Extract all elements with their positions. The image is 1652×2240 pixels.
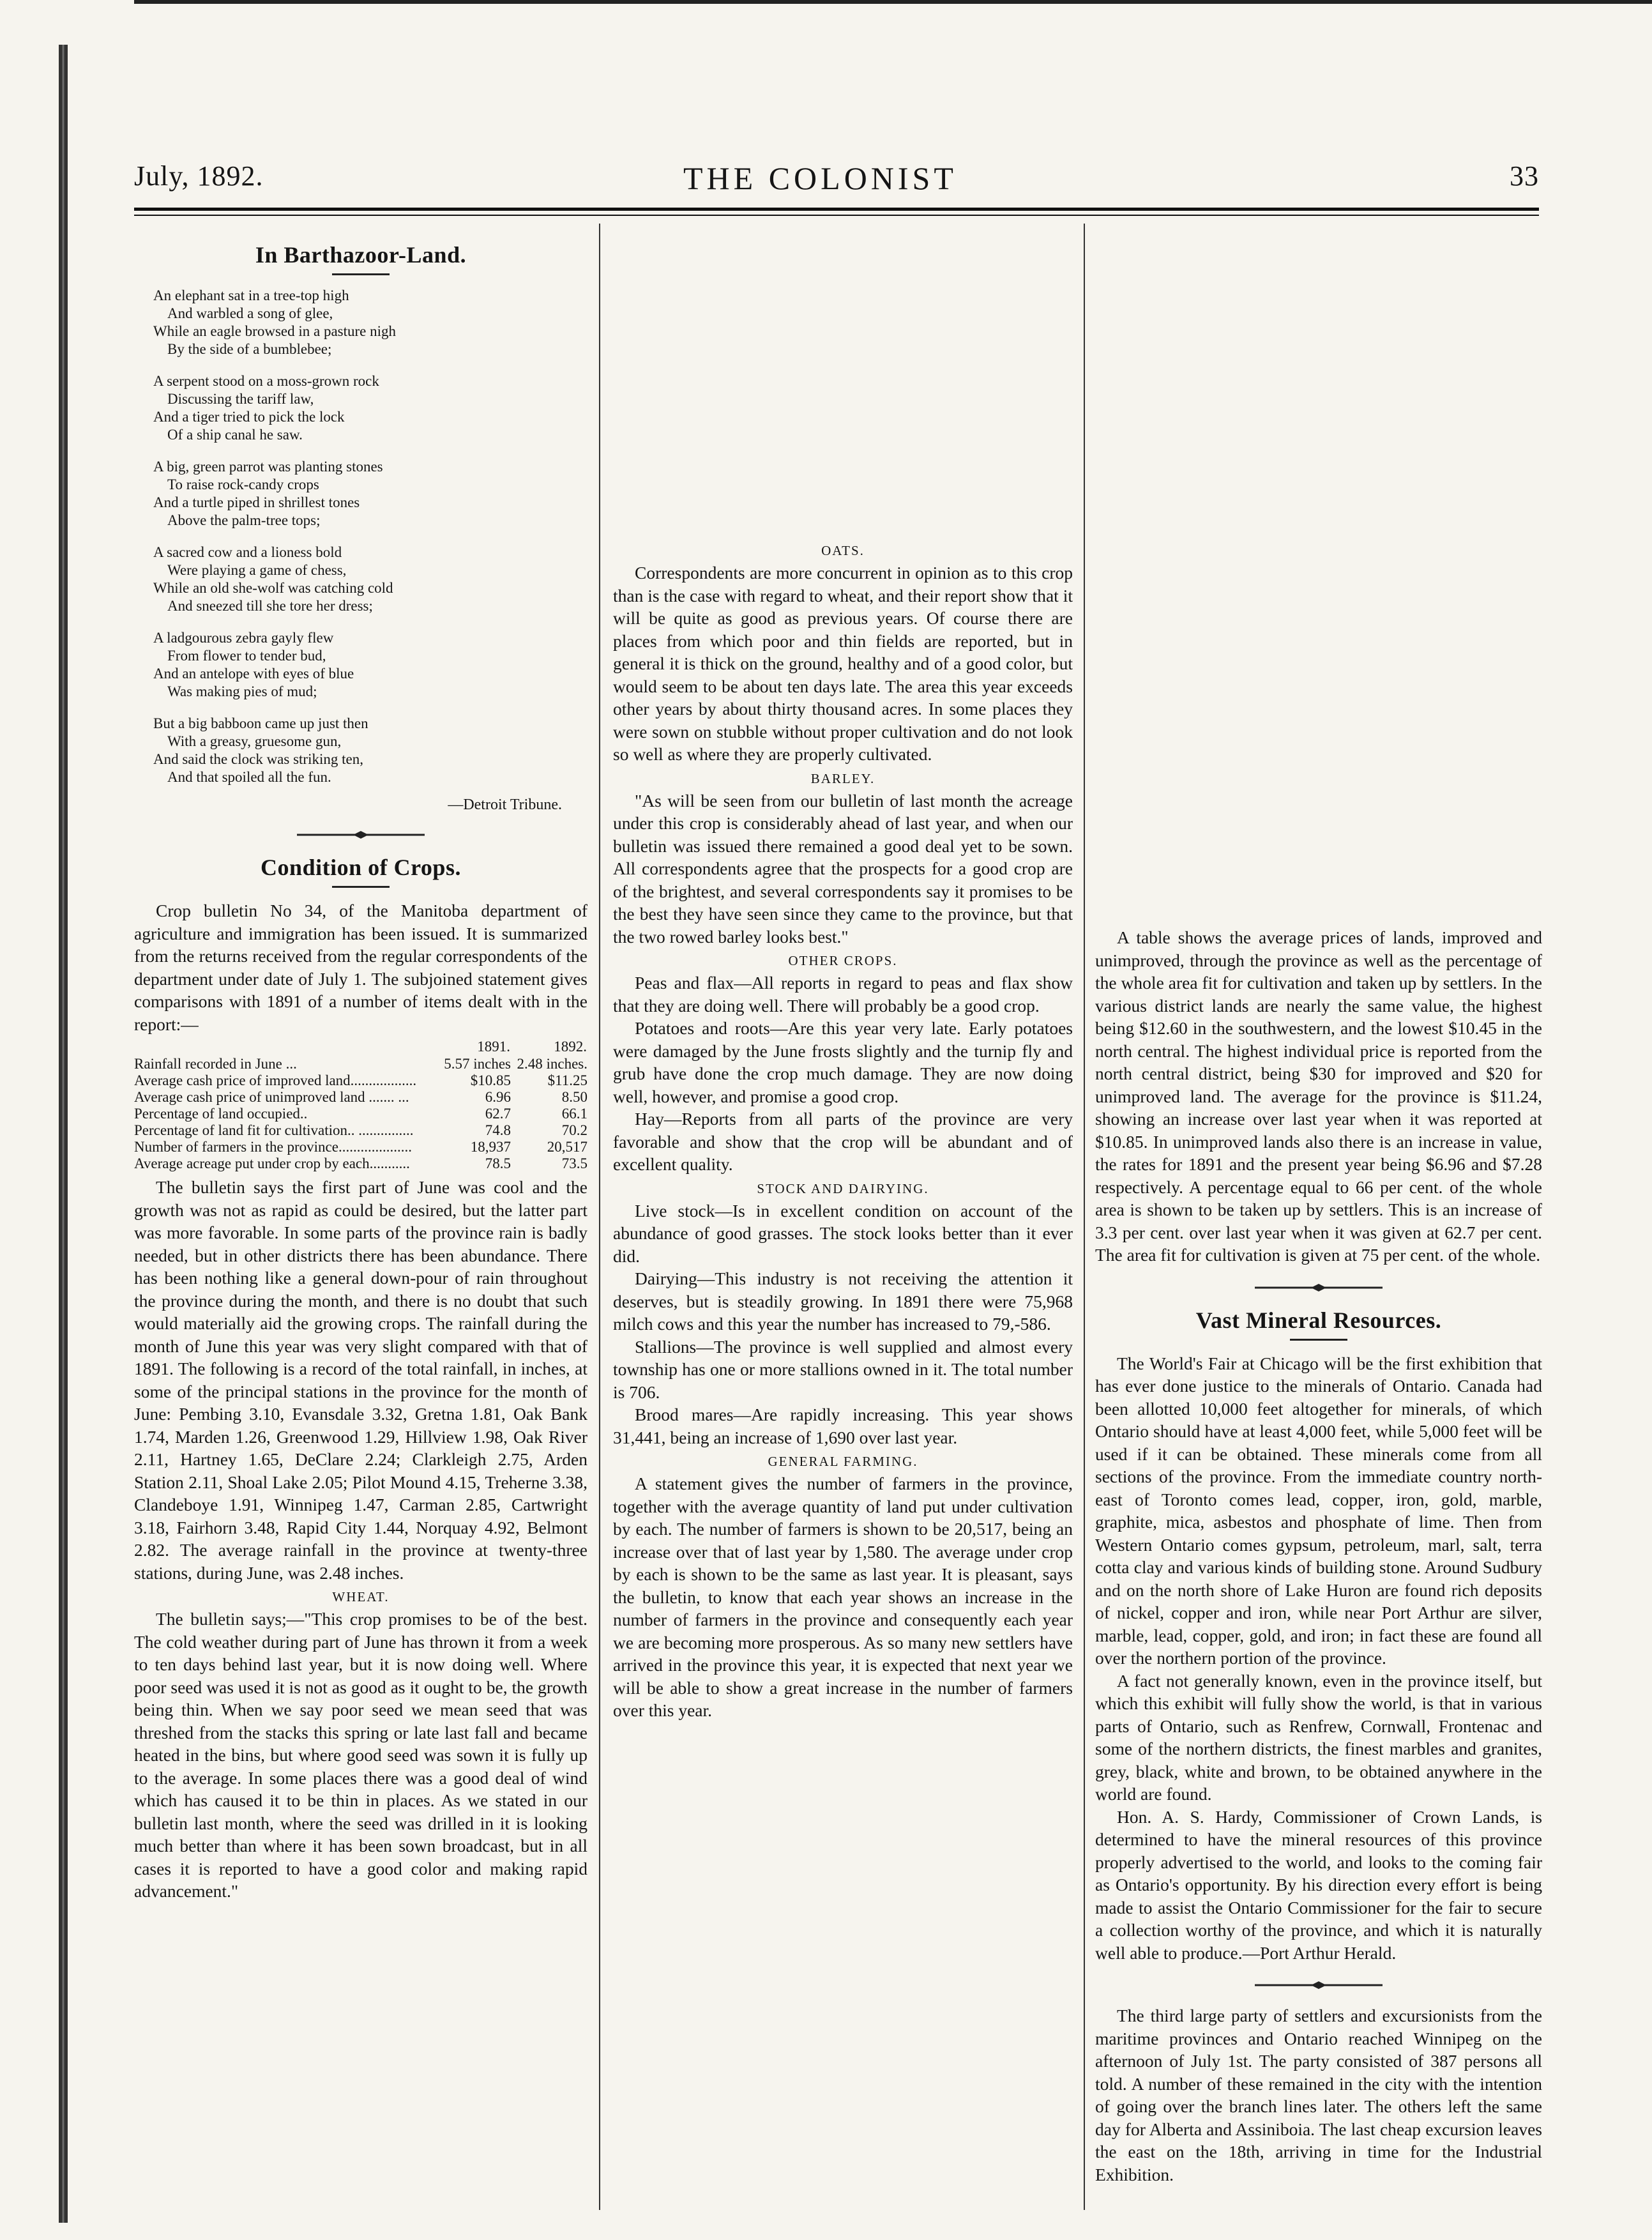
- top-edge-rule: [134, 0, 1652, 4]
- row-label: Percentage of land occupied..: [134, 1106, 308, 1122]
- value-1892: 66.1: [561, 1106, 587, 1122]
- poem-stanza: [153, 544, 587, 615]
- oats-subhead: OATS.: [821, 543, 865, 558]
- poem-line: Discussing the tariff law,: [167, 391, 314, 407]
- general-farming-paragraph: A statement gives the number of farmers in the province, together with the average quantity of land put under cultivation by each. The number of farmers is shown to be 20,517, being an increase over that of last year by 1,580. The average under crop by each is shown to be the same as last year. It is pleasant, says the bulletin, to know that each year shows an increase in the number of farmers in the province and consequently each year we are becoming more prosperous. As so many new settlers have arrived in the province this year, it is expected that next year we will be able to show a great increase in the number of farmers over this year.: [613, 1474, 1073, 1720]
- row-label: Rainfall recorded in June ...: [134, 1056, 297, 1072]
- value-1892: $11.25: [547, 1072, 587, 1088]
- column-1: [134, 224, 587, 2204]
- title-rule: [332, 273, 390, 275]
- stallions-paragraph: Stallions—The province is well supplied and almost every township has one or more stallions owned in it. The total number is 706.: [613, 1336, 1073, 1402]
- dairying-paragraph: Dairying—This industry is not receiving the attention it deserves, but is steadily growing. In 1891 there were 75,968 milch cows and this year the number has increased to 79,-586.: [613, 1269, 1073, 1334]
- barley-paragraph: "As will be seen from our bulletin of last month the acreage under this crop is considerably ahead of last year, and when our bulletin was issued there remained a good deal yet to be sown. All correspondents agree that the prospects for a good crop are of the brightest, and several correspondents say it promises to be the best they have seen since they came to the province, but that the two rowed barley looks best.": [613, 790, 1073, 947]
- stock-subhead: STOCK AND DAIRYING.: [757, 1180, 929, 1196]
- poem-stanza: [153, 287, 587, 358]
- header-rule-thin: [134, 215, 1539, 216]
- value-1891: 62.7: [485, 1106, 511, 1122]
- column-2: [613, 224, 1073, 2204]
- value-1892: 70.2: [561, 1122, 587, 1138]
- peas-paragraph: Peas and flax—All reports in regard to peas and flax show that they are doing well. There will probably be a good crop.: [613, 973, 1073, 1016]
- header-rule: [134, 208, 1539, 211]
- value-1891: 78.5: [485, 1155, 511, 1171]
- mineral-paragraph: Hon. A. S. Hardy, Commissioner of Crown Lands, is determined to have the mineral resources of this province properly advertised to the world, and looks to the coming fair as Ontario's opportunity. By his direction every effort is being made to assist the Ontario Commissioner for the fair to secure a collection worthy of the province, and which it is naturally well able to produce.—Port Arthur Herald.: [1095, 1806, 1542, 1963]
- title-rule: [332, 886, 390, 888]
- page-header: [134, 160, 1539, 211]
- poem-line: And a tiger tried to pick the lock: [153, 409, 345, 425]
- column-rule: [599, 224, 600, 2210]
- publication-title: THE COLONIST: [683, 160, 957, 196]
- poem-line: Were playing a game of chess,: [167, 562, 347, 578]
- poem-line: To raise rock-candy crops: [167, 476, 319, 492]
- rainfall-paragraph: The bulletin says the first part of June was cool and the growth was not as rapid as could be desired, but the latter part was more favorable. In some parts of the province rain is badly needed, but in other districts there has been abundance. There has been nothing like a general down-pour of rain throughout the province during the month, and there is no doubt that such would materially aid the growing crops. The rainfall during the month of June this year was very slight compared with that of 1891. The following is a record of the total rainfall, in inches, at some of the principal stations in the province for the month of June: Pembing 3.10, Evansdale 3.32, Gretna 1.81, Oak Bank 1.74, Marden 1.26, Greenwood 1.29, Hillview 1.98, Oak River 2.11, Hartney 1.65, DeClare 2.24; Clarkleigh 2.75, Arden Station 2.11, Shoal Lake 2.05; Pilot Mound 4.15, Treherne 3.38, Clandeboye 1.91, Winnipeg 1.47, Carman 2.85, Cartwright 3.18, Fairhorn 3.48, Rapid City 1.44, Norquay 4.92, Belmont 2.82. The average rainfall in the province at twenty-three stations, during June, was 2.48 inches.: [134, 1177, 587, 1583]
- ornament-divider: [134, 830, 587, 842]
- mineral-paragraph: The World's Fair at Chicago will be the first exhibition that has ever done justice to the minerals of Ontario. Canada had been allotted 10,000 feet altogether for minerals, of which Ontario should have at least 4,000 feet, while 5,000 feet will be used if it can be obtained. These minerals come from all sections of the province. From the immediate country north-east of Toronto comes lead, copper, iron, gold, marble, graphite, mica, asbestos and phosphate of lime. Then from Western Ontario comes gypsum, petroleum, marl, salt, terra cotta clay and various kinds of building stone. Around Sudbury and on the north shore of Lake Huron are found rich deposits of nickel, copper and iron, while near Port Arthur are silver, marble, lead, copper, gold, and iron; in fact these are found all over the northern portion of the province.: [1095, 1353, 1542, 1668]
- ornament-divider: [1095, 1283, 1542, 1295]
- table-row: [134, 1072, 587, 1089]
- poem-line: A big, green parrot was planting stones: [153, 459, 383, 475]
- value-1892: 20,517: [547, 1139, 587, 1155]
- poem-stanza: [153, 715, 587, 786]
- poem: [153, 287, 587, 786]
- page-number: 33: [1510, 160, 1539, 192]
- table-header-row: [134, 1038, 587, 1056]
- table-row: [134, 1089, 587, 1106]
- value-1891: 5.57 inches: [444, 1056, 511, 1072]
- poem-line: Was making pies of mud;: [167, 683, 317, 699]
- settlers-paragraph: The third large party of settlers and excursionists from the maritime provinces and Ontario reached Winnipeg on the afternoon of July 1st. The party consisted of 387 persons all told. A number of these remained in the city with the intention of going over the branch lines later. The others left the same day for Alberta and Assiniboia. The last cheap excursion leaves the east on the 18th, arriving in time for the Industrial Exhibition.: [1095, 2006, 1542, 2184]
- poem-line: A serpent stood on a moss-grown rock: [153, 373, 379, 389]
- poem-attribution: —Detroit Tribune.: [448, 796, 562, 813]
- livestock-paragraph: Live stock—Is in excellent condition on account of the abundance of good grasses. The stock looks better than it ever did.: [613, 1200, 1073, 1266]
- poem-line: And that spoiled all the fun.: [167, 769, 331, 785]
- column-rule: [1084, 224, 1085, 2210]
- row-label: Number of farmers in the province....................: [134, 1139, 412, 1155]
- crops-intro: Crop bulletin No 34, of the Manitoba department of agriculture and immigration has been issued. It is summarized from the returns received from the regular correspondents of the department under date of July 1. The subjoined statement gives comparisons with 1891 of a number of items dealt with in the report:—: [134, 901, 587, 1034]
- value-1891: 6.96: [485, 1089, 511, 1105]
- poem-line: With a greasy, gruesome gun,: [167, 733, 342, 749]
- poem-line: And sneezed till she tore her dress;: [167, 598, 373, 614]
- poem-line: By the side of a bumblebee;: [167, 341, 332, 357]
- poem-line: An elephant sat in a tree-top high: [153, 287, 349, 303]
- crop-statistics-table: [134, 1038, 587, 1172]
- poem-stanza: [153, 629, 587, 701]
- poem-line: And said the clock was striking ten,: [153, 751, 363, 767]
- poem-title: In Barthazoor-Land.: [255, 242, 467, 268]
- poem-line: Of a ship canal he saw.: [167, 427, 303, 443]
- other-crops-subhead: OTHER CROPS.: [788, 953, 898, 968]
- table-row: [134, 1155, 587, 1172]
- crops-title: Condition of Crops.: [261, 855, 461, 880]
- wheat-subhead: WHEAT.: [332, 1589, 390, 1604]
- table-row: [134, 1139, 587, 1155]
- potatoes-paragraph: Potatoes and roots—Are this year very late. Early potatoes were damaged by the June frosts slightly and the turnip fly and grub have done the crop much damage. They are now doing well, however, and promise a good crop.: [613, 1018, 1073, 1106]
- value-1892: 2.48 inches.: [517, 1056, 587, 1072]
- title-rule: [1290, 1339, 1347, 1341]
- poem-stanza: [153, 458, 587, 530]
- hay-paragraph: Hay—Reports from all parts of the province are very favorable and show that the crop will be abundant and of excellent quality.: [613, 1109, 1073, 1174]
- poem-line: A sacred cow and a lioness bold: [153, 544, 342, 560]
- mineral-paragraph: A fact not generally known, even in the province itself, but which this exhibit will fully show the world, is that in various parts of Ontario, such as Renfrew, Cornwall, Frontenac and some of the northern districts, the finest marbles and granites, grey, black, white and brown, to be obtained anywhere in the world are found.: [1095, 1670, 1542, 1804]
- value-1891: 74.8: [485, 1122, 511, 1138]
- poem-line: From flower to tender bud,: [167, 648, 326, 664]
- column-3: [1095, 224, 1542, 2204]
- poem-line: Above the palm-tree tops;: [167, 512, 321, 528]
- table-row: [134, 1056, 587, 1072]
- poem-line: While an old she-wolf was catching cold: [153, 580, 393, 596]
- row-label: Average cash price of improved land..................: [134, 1072, 417, 1088]
- poem-stanza: [153, 372, 587, 444]
- value-1891: 18,937: [470, 1139, 511, 1155]
- wheat-paragraph: The bulletin says;—"This crop promises to be of the best. The cold weather during part of June has thrown it from a week to ten days behind last year, but it is now doing well. Where poor seed was used it is not as good as it ought to be, the growth being thin. When we say poor seed we mean seed that was threshed from the stacks this spring or late last fall and became heated in the bins, but where good seed was sown it is fully up to the average. In some places there was a good deal of wind which has caused it to be thin in places. As we stated in our bulletin last month, where the seed was drilled in it is looking much better than where it has been sown broadcast, but in all cases it is reported to have a good color and making rapid advancement.": [134, 1609, 587, 1901]
- barley-subhead: BARLEY.: [810, 770, 875, 786]
- mineral-title: Vast Mineral Resources.: [1195, 1307, 1442, 1333]
- general-farming-subhead: GENERAL FARMING.: [768, 1454, 918, 1469]
- ornament-divider: [1095, 1981, 1542, 1993]
- oats-paragraph: Correspondents are more concurrent in opinion as to this crop than is the case with regard to wheat, and their report show that it will be quite as good as previous years. Of course there are places from which poor and thin fields are reported, but in general it is thick on the ground, healthy and of a good color, but would seem to be about ten days late. The area this year exceeds other years by about thirty thousand acres. In some places they were sown on stubble without proper cultivation and do not look so well as where they are properly cultivated.: [613, 563, 1073, 764]
- poem-line: A ladgourous zebra gayly flew: [153, 630, 334, 646]
- row-label: Percentage of land fit for cultivation.. ...............: [134, 1122, 414, 1138]
- table-row: [134, 1106, 587, 1122]
- poem-line: And warbled a song of glee,: [167, 305, 333, 321]
- poem-line: And an antelope with eyes of blue: [153, 666, 354, 682]
- column-header: 1891.: [477, 1039, 510, 1055]
- value-1891: $10.85: [470, 1072, 511, 1088]
- poem-line: And a turtle piped in shrillest tones: [153, 494, 360, 510]
- column-header: 1892.: [554, 1039, 587, 1055]
- issue-date: July, 1892.: [134, 160, 264, 192]
- row-label: Average acreage put under crop by each...........: [134, 1155, 410, 1171]
- land-prices-paragraph: A table shows the average prices of lands, improved and unimproved, through the province as well as the percentage of the whole area fit for cultivation and taken up by settlers. In the various district lands are nearly the same value, the highest being $12.60 in the southwestern, and the lowest $10.45 in the north central. The highest individual price is reported from the north central district, being $30 for improved and $20 for unimproved land. The average for the province is $11.24, showing an increase over last year when it was reported at $10.85. In unimproved lands also there is an increase in value, the rates for 1891 and the present year being $6.96 and $7.28 respectively. A percentage equal to 66 per cent. of the whole area is shown to be taken up by settlers. This is an increase of 3.3 per cent. over last year when it was given at 62.7 per cent. The area fit for cultivation is given at 75 per cent. of the whole.: [1095, 927, 1542, 1265]
- value-1892: 73.5: [561, 1155, 587, 1171]
- value-1892: 8.50: [561, 1089, 587, 1105]
- binding-edge: [59, 45, 68, 2223]
- row-label: Average cash price of unimproved land ....... ...: [134, 1089, 409, 1105]
- mares-paragraph: Brood mares—Are rapidly increasing. This year shows 31,441, being an increase of 1,690 over last year.: [613, 1405, 1073, 1447]
- poem-line: While an eagle browsed in a pasture nigh: [153, 323, 397, 339]
- table-row: [134, 1122, 587, 1139]
- poem-line: But a big babboon came up just then: [153, 715, 368, 731]
